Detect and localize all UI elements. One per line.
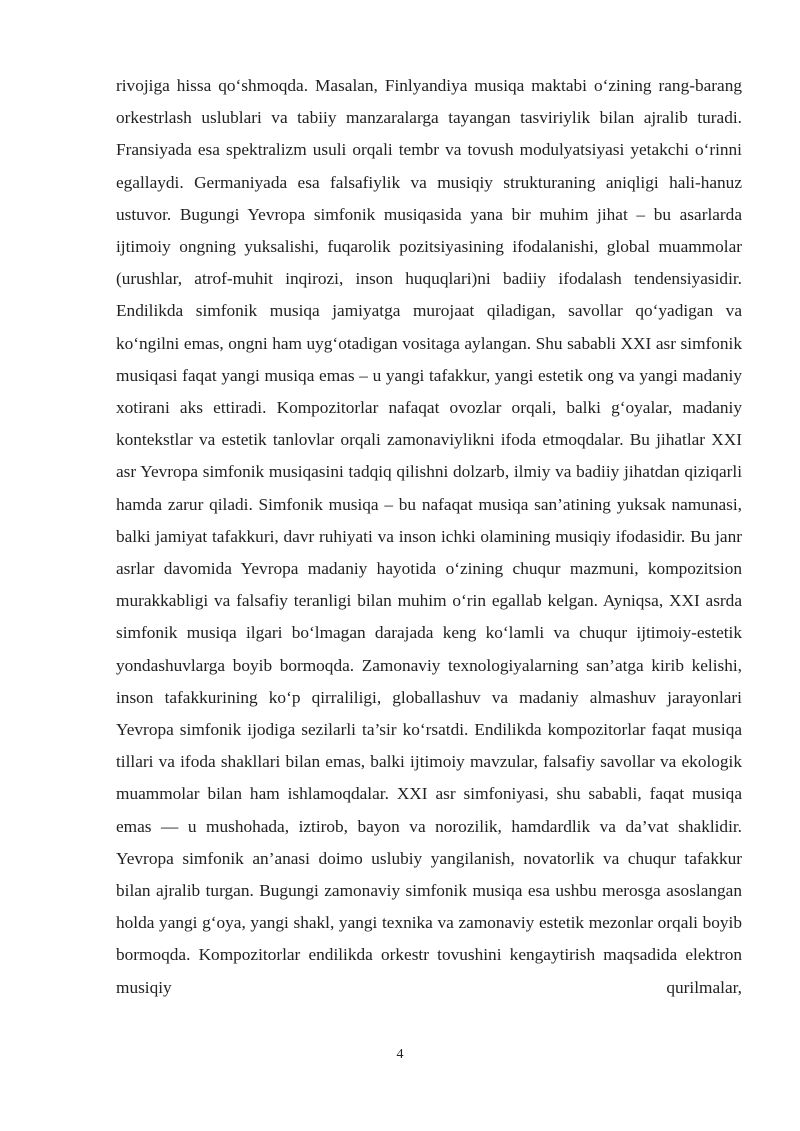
body-paragraph: rivojiga hissa qo‘shmoqda. Masalan, Finlyandiya musiqa maktabi o‘zining rang-barang orkestrlash uslublari va tabiiy manzaralarga tayangan tasviriylik bilan ajralib turadi. Fransiyada esa spektralizm usuli orqali tembr va tovush modulyatsiyasi yetakchi o‘rinni egallaydi. Germaniyada esa falsafiylik va musiqiy strukturaning aniqligi hali-hanuz ustuvor. Bugungi Yevropa simfonik musiqasida yana bir muhim jihat – bu asarlarda ijtimoiy ongning yuksalishi, fuqarolik pozitsiyasining ifodalanishi, global muammolar (urushlar, atrof-muhit inqirozi, inson huquqlari)ni badiiy ifodalash tendensiyasidir. Endilikda simfonik musiqa jamiyatga murojaat qiladigan, savollar qo‘yadigan va ko‘ngilni emas, ongni ham uyg‘otadigan vositaga aylangan. Shu sababli XXI asr simfonik musiqasi faqat yangi musiqa emas – u yangi tafakkur, yangi estetik ong va yangi madaniy xotirani aks ettiradi. Kompozitorlar nafaqat ovozlar orqali, balki g‘oyalar, madaniy kontekstlar va estetik tanlovlar orqali zamonaviylikni ifoda etmoqdalar. Bu jihatlar XXI asr Yevropa simfonik musiqasini tadqiq qilishni dolzarb, ilmiy va badiiy jihatdan qiziqarli hamda zarur qiladi. Simfonik musiqa – bu nafaqat musiqa san’atining yuksak namunasi, balki jamiyat tafakkuri, davr ruhiyati va inson ichki olamining musiqiy ifodasidir. Bu janr asrlar davomida Yevropa madaniy hayotida o‘zining chuqur mazmuni, kompozitsion murakkabligi va falsafiy teranligi bilan muhim o‘rin egallab kelgan. Ayniqsa, XXI asrda simfonik musiqa ilgari bo‘lmagan darajada keng ko‘lamli va chuqur ijtimoiy-estetik yondashuvlarga boyib bormoqda. Zamonaviy texnologiyalarning san’atga kirib kelishi, inson tafakkurining ko‘p qirraliligi, globallashuv va madaniy almashuv jarayonlari Yevropa simfonik ijodiga sezilarli ta’sir ko‘rsatdi. Endilikda kompozitorlar faqat musiqa tillari va ifoda shakllari bilan emas, balki ijtimoiy mavzular, falsafiy savollar va ekologik muammolar bilan ham ishlamoqdalar. XXI asr simfoniyasi, shu sababli, faqat musiqa emas — u mushohada, iztirob, bayon va norozilik, hamdardlik va da’vat shaklidir. Yevropa simfonik an’anasi doimo uslubiy yangilanish, novatorlik va chuqur tafakkur bilan ajralib turgan. Bugungi zamonaviy simfonik musiqa esa ushbu merosga asoslangan holda yangi g‘oya, yangi shakl, yangi texnika va zamonaviy estetik mezonlar orqali boyib bormoqda. Kompozitorlar endilikda orkestr tovushini kengaytirish maqsadida elektron musiqiy qurilmalar, — [116, 76, 742, 997]
page-number: 4 — [396, 1047, 404, 1062]
